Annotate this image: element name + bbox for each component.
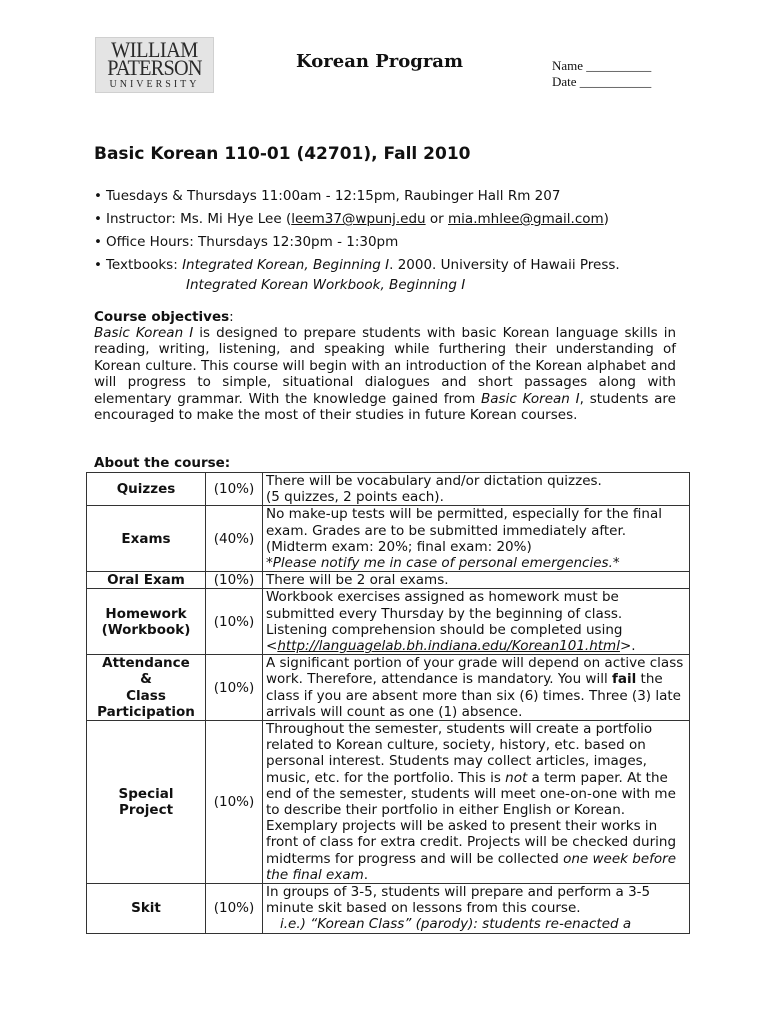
textbooks-label: Textbooks: [105,257,183,273]
course-name: Basic Korean I [481,390,580,407]
table-row [87,572,690,589]
desc-text: A significant portion of your grade will depend on active class work. Therefore, attendance is mandatory. You will [266,655,684,688]
desc-text: Throughout the semester, students will create a portfolio related to Korean culture, society, history, etc. based on personal interest. Students may collect articles, images, music, etc. for the portfolio. This is [266,721,653,786]
row-description [263,506,690,572]
bullet: • [94,234,102,250]
email-link-secondary[interactable]: mia.mhlee@gmail.com [448,211,604,227]
row-percent: (10%) [206,655,263,721]
instructor-text: Instructor: Ms. Mi Hye Lee ( [105,211,292,227]
label-line: Special [118,785,174,802]
course-name: Basic Korean I [94,325,194,341]
table-row [87,884,690,934]
objectives-heading [94,309,234,325]
desc-text: No make-up tests will be permitted, especially for the final exam. Grades are to be submitted immediately after. (Midterm exam: 20%; final exam: 20%) [266,506,662,555]
desc-line: There will be vocabulary and/or dictation quizzes. [266,473,602,489]
desc-text: the class if you are absent more than six (6) times. Three (3) late arrivals will count as one (1) absence. [266,671,681,720]
label-line: (Workbook) [101,621,191,638]
desc-text: Workbook exercises assigned as homework must be submitted every Thursday by the beginning of class. Listening comprehension should be completed using [266,589,623,638]
period: . [363,866,369,883]
desc-line: (5 quizzes, 2 points each). [266,489,444,506]
row-description [263,589,690,655]
row-label-homework [87,589,206,655]
textbook-details: . 2000. University of Hawaii Press. [389,257,620,273]
objectives-colon: : [229,309,234,325]
table-row [87,473,690,506]
row-label-quizzes: Quizzes [87,473,206,506]
instructor-item [94,211,609,227]
label-line: Attendance [102,655,190,672]
schedule-text: Tuesdays & Thursdays 11:00am - 12:15pm, Raubinger Hall Rm 207 [105,188,561,204]
label-line: Class [126,687,166,704]
name-field: Name __________ [552,58,652,73]
bullet: • [94,188,102,204]
or-text: or [425,211,449,227]
label-line: & [140,671,152,688]
logo-line-university: UNIVERSITY [109,79,200,90]
row-description [263,473,690,506]
schedule-item [94,188,560,204]
office-hours-item [94,234,398,250]
row-percent: (10%) [206,473,263,506]
row-percent: (10%) [206,884,263,934]
label-line: Homework [105,605,187,622]
university-logo [95,37,214,93]
instructor-suffix: ) [603,211,609,227]
objectives-heading-text: Course objectives [94,309,230,325]
desc-text: In groups of 3-5, students will prepare and perform a 3-5 minute skit based on lessons from this course. [266,884,651,917]
row-label-exams: Exams [87,506,206,572]
bullet: • [94,257,102,273]
label-line: Participation [97,703,195,720]
textbook-title: Integrated Korean, Beginning I [182,257,390,273]
languagelab-link[interactable]: http://languagelab.bh.indiana.edu/Korean101.html [277,638,620,655]
row-label-special-project [87,721,206,884]
desc-note: *Please notify me in case of personal emergencies.* [266,555,620,572]
deadline-text: one week before the final exam [266,850,677,883]
row-label-skit: Skit [87,884,206,934]
row-label-oral-exam: Oral Exam [87,572,206,589]
objectives-text-1: is designed to prepare students with basic Korean language skills in reading, writing, listening, and speaking while furthering their understanding of Korean culture. This course will begin with an introduction of the Korean alphabet and will progress to simple, situational dialogues and short passages along with elementary grammar. With the knowledge gained from [94,325,677,407]
objectives-paragraph [94,325,676,423]
office-hours-text: Office Hours: Thursdays 12:30pm - 1:30pm [105,234,399,250]
grading-table [86,472,690,934]
row-description [263,884,690,934]
bullet: • [94,211,102,227]
row-percent: (10%) [206,589,263,655]
date-field: Date ___________ [552,74,652,89]
table-row [87,506,690,572]
row-description [263,721,690,884]
desc-example: i.e.) “Korean Class” (parody): students re-enacted a [280,916,632,933]
course-title: Basic Korean 110-01 (42701), Fall 2010 [94,144,471,164]
about-heading: About the course: [94,455,231,471]
desc-text: a term paper. At the end of the semester, students will meet one-on-one with me to describe their portfolio in either English or Korean. Exemplary projects will be asked to present their works in front of class for extra credit. Projects will be checked during midterms for progress and will be collected [266,769,677,867]
table-row [87,655,690,721]
objectives-text-2: , students are encouraged to make the most of their studies in future Korean courses. [94,390,676,424]
not-word: not [505,769,528,786]
bracket: < [266,638,278,655]
logo-line-william: WILLIAM [111,37,198,62]
row-description [263,655,690,721]
row-percent: (10%) [206,721,263,884]
table-row [87,721,690,884]
fail-word: fail [612,671,637,688]
row-label-attendance [87,655,206,721]
row-percent: (10%) [206,572,263,589]
workbook-title: Integrated Korean Workbook, Beginning I [186,277,466,293]
table-row [87,589,690,655]
row-percent: (40%) [206,506,263,572]
row-description: There will be 2 oral exams. [263,572,690,589]
textbooks-item [94,257,620,273]
logo-line-paterson: PATERSON [107,55,202,80]
program-title: Korean Program [296,51,464,72]
bracket: >. [619,638,636,655]
label-line: Project [118,802,174,819]
email-link-primary[interactable]: leem37@wpunj.edu [291,211,426,227]
